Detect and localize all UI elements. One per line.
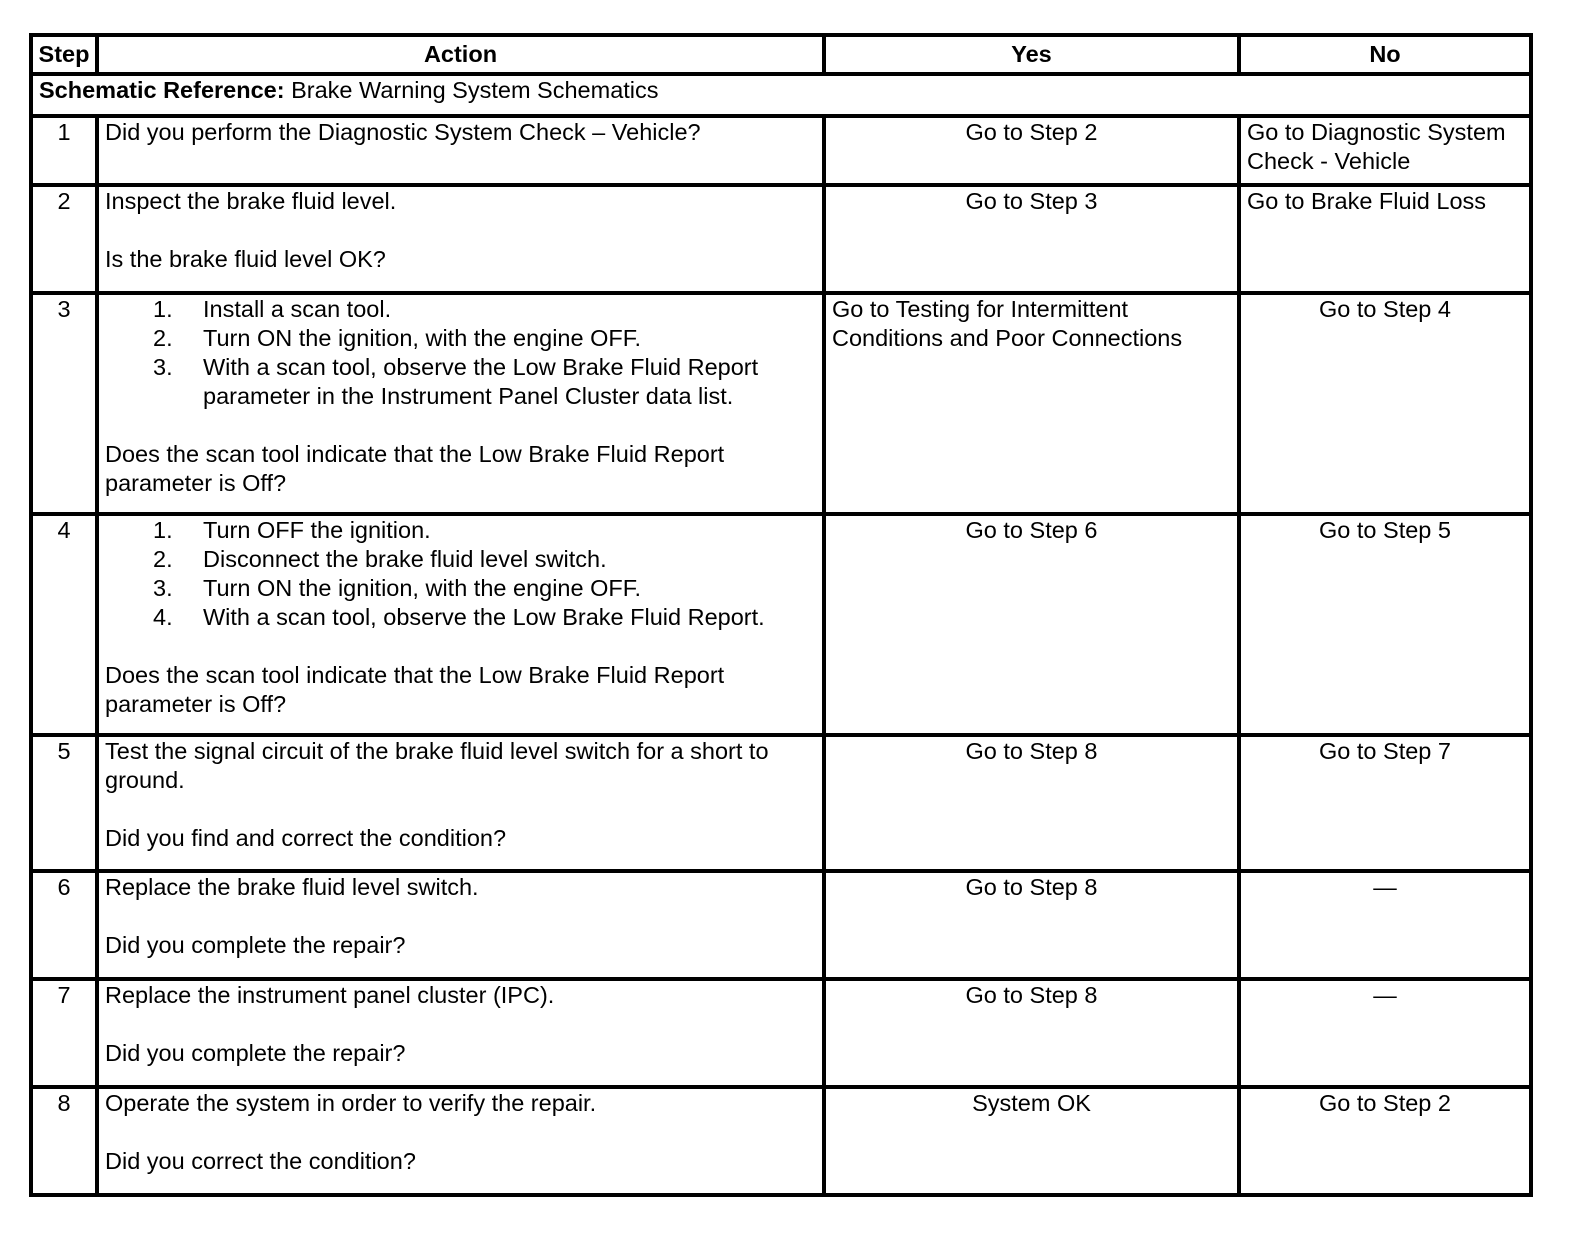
no-cell: Go to Brake Fluid Loss [1239,185,1531,293]
yes-cell: Go to Testing for Intermittent Conditions and Poor Connections [824,293,1239,514]
no-cell: Go to Step 7 [1239,735,1531,871]
action-question: Is the brake fluid level OK? [105,246,386,272]
no-cell: Go to Step 2 [1239,1087,1531,1195]
header-step: Step [31,35,97,74]
action-cell [97,293,824,514]
action-cell [97,116,824,185]
step-number: 6 [31,871,97,979]
no-cell: Go to Diagnostic System Check - Vehicle [1239,116,1531,185]
table-row [31,1087,1531,1195]
action-step-list [105,295,816,411]
step-number: 8 [31,1087,97,1195]
list-item: 3. Turn ON the ignition, with the engine OFF. [153,575,642,601]
list-item: 2. Turn ON the ignition, with the engine OFF. [153,325,642,351]
reference-label: Schematic Reference: [39,77,285,103]
yes-cell: Go to Step 2 [824,116,1239,185]
action-cell [97,514,824,735]
action-instruction: Operate the system in order to verify the repair. [105,1090,597,1116]
table-row [31,514,1531,735]
action-cell [97,185,824,293]
table-row [31,735,1531,871]
action-instruction: Test the signal circuit of the brake fluid level switch for a short to ground. [105,738,769,793]
list-item: 2. Disconnect the brake fluid level switch. [153,546,607,572]
header-action: Action [97,35,824,74]
diagnostic-table [29,33,1533,1197]
action-cell [97,1087,824,1195]
action-cell [97,735,824,871]
action-instruction: Inspect the brake fluid level. [105,188,397,214]
list-item: 3. With a scan tool, observe the Low Brake Fluid Report parameter in the Instrument Panel Cluster data list. [153,354,759,409]
no-cell: Go to Step 4 [1239,293,1531,514]
table-row [31,293,1531,514]
action-instruction: Replace the brake fluid level switch. [105,874,479,900]
action-question: Does the scan tool indicate that the Low Brake Fluid Report parameter is Off? [105,662,725,717]
reference-row [31,74,1531,116]
reference-text: Brake Warning System Schematics [284,77,659,103]
step-number: 7 [31,979,97,1087]
table-row [31,979,1531,1087]
table-row [31,185,1531,293]
yes-cell: Go to Step 6 [824,514,1239,735]
no-cell: — [1239,871,1531,979]
list-item: 1. Turn OFF the ignition. [153,517,431,543]
schematic-reference [31,74,1531,116]
step-number: 1 [31,116,97,185]
action-step-list [105,516,816,632]
action-question: Did you perform the Diagnostic System Check – Vehicle? [105,119,701,145]
list-item: 1. Install a scan tool. [153,296,392,322]
action-question: Did you complete the repair? [105,932,406,958]
action-question: Does the scan tool indicate that the Low Brake Fluid Report parameter is Off? [105,441,725,496]
yes-cell: Go to Step 3 [824,185,1239,293]
action-question: Did you complete the repair? [105,1040,406,1066]
yes-cell: System OK [824,1087,1239,1195]
table-row [31,871,1531,979]
action-cell [97,871,824,979]
header-row [31,35,1531,74]
action-question: Did you correct the condition? [105,1148,416,1174]
action-cell [97,979,824,1087]
yes-cell: Go to Step 8 [824,871,1239,979]
step-number: 2 [31,185,97,293]
list-item: 4. With a scan tool, observe the Low Brake Fluid Report. [153,604,765,630]
step-number: 5 [31,735,97,871]
yes-cell: Go to Step 8 [824,735,1239,871]
step-number: 4 [31,514,97,735]
header-yes: Yes [824,35,1239,74]
no-cell: Go to Step 5 [1239,514,1531,735]
action-question: Did you find and correct the condition? [105,825,507,851]
yes-cell: Go to Step 8 [824,979,1239,1087]
table-row [31,116,1531,185]
action-instruction: Replace the instrument panel cluster (IPC). [105,982,555,1008]
step-number: 3 [31,293,97,514]
no-cell: — [1239,979,1531,1087]
header-no: No [1239,35,1531,74]
